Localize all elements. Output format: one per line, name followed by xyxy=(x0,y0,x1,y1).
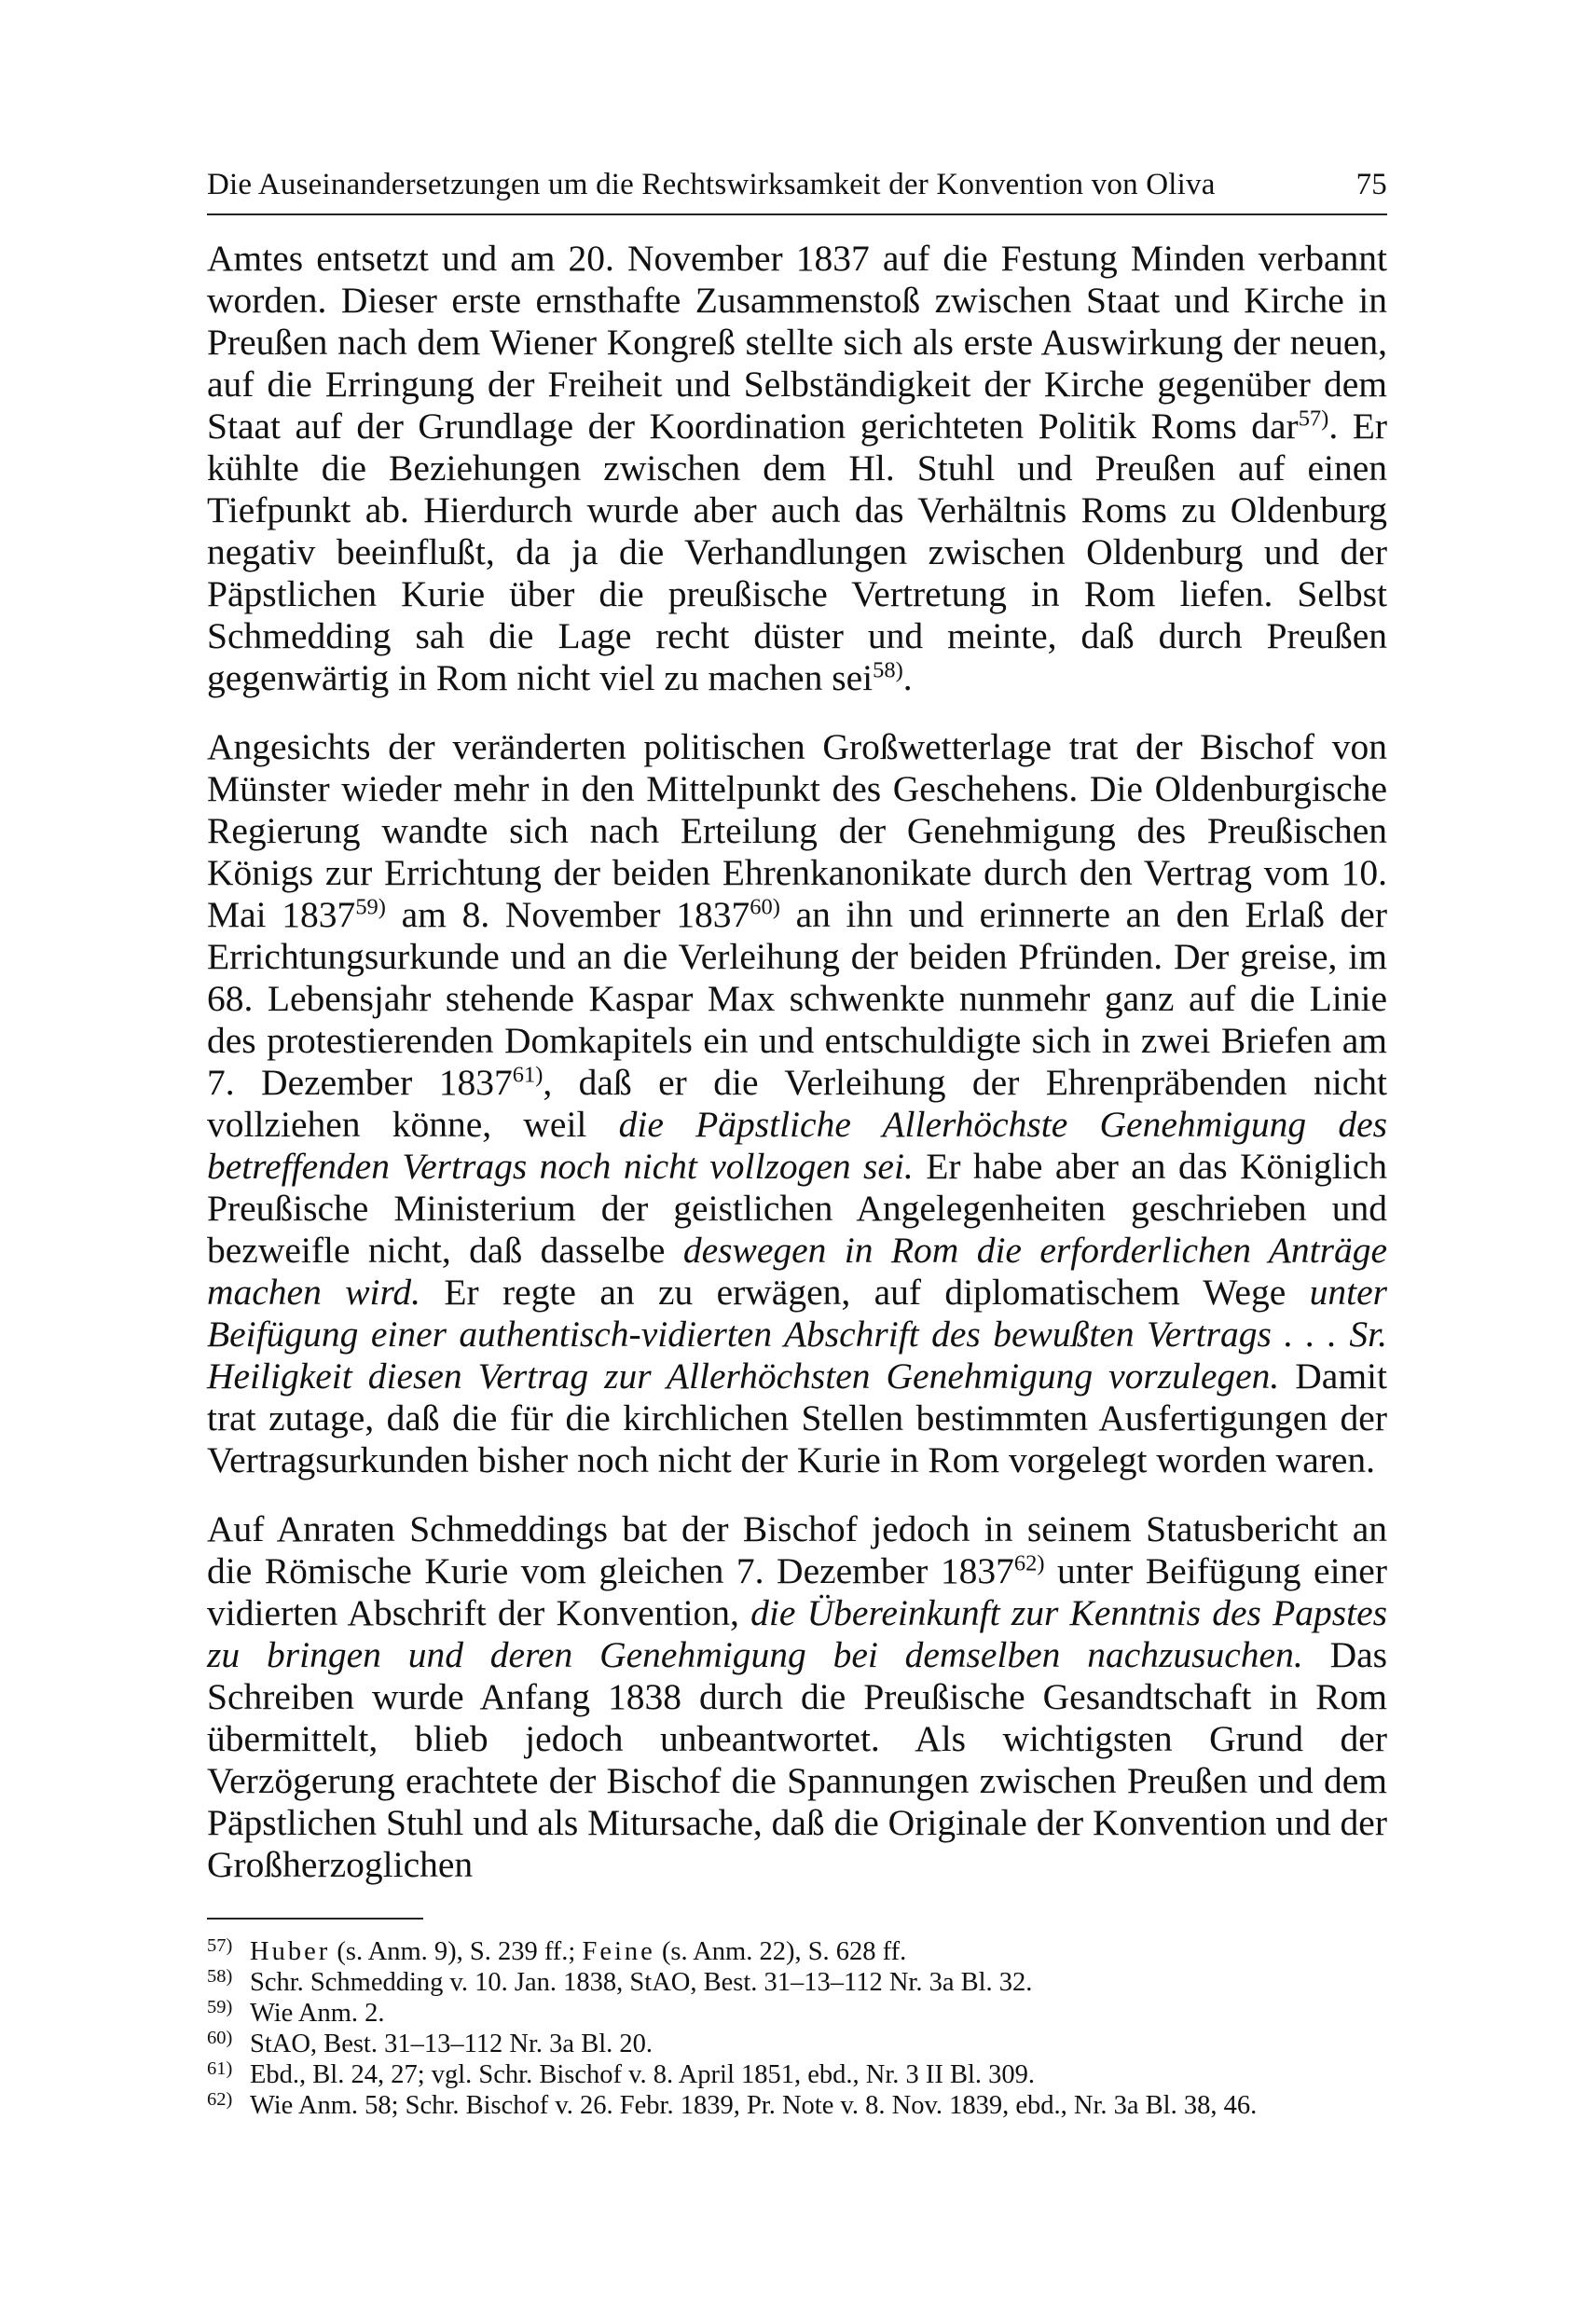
italic-quote: die Übereinkunft zur Kenntnis des Papstes zu bringen und deren Genehmigung bei demselben nachzusuchen. xyxy=(207,1592,1388,1675)
italic-quote: die Päpstliche Allerhöchste Genehmigung des betreffenden Vertrags noch nicht vollzogen sei. xyxy=(207,1104,1387,1187)
author-name: Huber xyxy=(250,1937,331,1966)
text-run: Wie Anm. 58; Schr. Bischof v. 26. Febr. 1839, Pr. Note v. 8. Nov. 1839, ebd., Nr. 3a Bl. 38, 46. xyxy=(250,2091,1258,2120)
text-run: Damit trat zutage, daß die für die kirchlichen Stellen bestimmten Ausfertigungen der Vertragsurkunden bisher noch nicht der Kurie in Rom vorgelegt worden waren. xyxy=(207,1356,1388,1480)
text-run: Wie Anm. 2. xyxy=(250,1999,385,2028)
text-run: Auf Anraten Schmeddings bat der Bischof jedoch in seinem Statusbericht an die Römische Kurie vom gleichen 7. Dezember 1837 xyxy=(207,1508,1387,1591)
footnote xyxy=(207,2090,1387,2121)
footnote-number: 57) xyxy=(207,1934,233,1956)
body-text xyxy=(207,238,1387,1886)
footnote-ref: 61) xyxy=(512,1062,543,1088)
footnote-ref: 60) xyxy=(750,894,780,920)
text-run: (s. Anm. 9), S. 239 ff.; xyxy=(330,1937,583,1966)
text-run: Amtes entsetzt und am 20. November 1837 auf die Festung Minden verbannt worden. Dieser erste ernsthafte Zusammenstoß zwischen Staat und Kirche in Preußen nach dem Wiener Kongreß stellte sich als erste Auswirkung der neuen, auf die Erringung der Freiheit und Selbständigkeit der Kirche gegenüber dem Staat auf der Grundlage der Koordination gerichteten Politik Roms dar xyxy=(207,238,1387,447)
text-run: unter Beifügung einer vidierten Abschrift der Konvention, xyxy=(207,1550,1387,1633)
footnote xyxy=(207,1936,1387,1967)
footnote-ref: 57) xyxy=(1298,406,1329,432)
footnote-marker xyxy=(207,1967,250,1998)
author-name: Feine xyxy=(582,1937,655,1966)
text-run: StAO, Best. 31–13–112 Nr. 3a Bl. 20. xyxy=(250,2030,653,2058)
text-run: , daß er die Verleihung der Ehrenpräbenden nicht vollziehen könne, weil xyxy=(207,1062,1387,1145)
footnote-marker xyxy=(207,2059,250,2090)
text-run: . xyxy=(902,657,913,698)
footnote-text xyxy=(250,2029,653,2059)
running-head-title: Die Auseinandersetzungen um die Rechtswirksamkeit der Konvention von Oliva xyxy=(207,168,1216,201)
text-run: Er habe aber an das Königlich Preußische Ministerium der geistlichen Angelegenheiten geschrieben und bezweifle nicht, daß dasselbe xyxy=(207,1146,1387,1271)
text-run: . Er kühlte die Beziehungen zwischen dem Hl. Stuhl und Preußen auf einen Tiefpunkt ab. Hierdurch wurde aber auch das Verhältnis Roms zu Oldenburg negativ beeinflußt, da ja die Verhandlungen zwischen Oldenburg und der Päpstlichen Kurie über die preußische Vertretung in Rom liefen. Selbst Schmedding sah die Lage recht düster und meinte, daß durch Preußen gegenwärtig in Rom nicht viel zu machen sei xyxy=(207,406,1387,698)
page xyxy=(207,168,1387,2121)
text-run: Ebd., Bl. 24, 27; vgl. Schr. Bischof v. 8. April 1851, ebd., Nr. 3 II Bl. 309. xyxy=(250,2060,1036,2089)
footnote xyxy=(207,1998,1387,2029)
footnote-text xyxy=(250,1998,385,2029)
text-run: an ihn und erinnerte an den Erlaß der Errichtungsurkunde und an die Verleihung der beiden Pfründen. Der greise, im 68. Lebensjahr stehende Kaspar Max schwenkte nunmehr ganz auf die Linie des protestierenden Domkapitels ein und entschuldigte sich in zwei Briefen am 7. Dezember 1837 xyxy=(207,894,1387,1103)
paragraph xyxy=(207,238,1387,699)
footnote-marker xyxy=(207,1998,250,2029)
text-run: Schr. Schmedding v. 10. Jan. 1838, StAO, Best. 31–13–112 Nr. 3a Bl. 32. xyxy=(250,1968,1033,1997)
footnote-ref: 58) xyxy=(873,657,903,683)
text-run: Das Schreiben wurde Anfang 1838 durch die Preußische Gesandtschaft in Rom übermittelt, blieb jedoch unbeantwortet. Als wichtigsten Grund der Verzögerung erachtete der Bischof die Spannungen zwischen Preußen und dem Päpstlichen Stuhl und als Mitursache, daß die Originale der Konvention und der Großherzoglichen xyxy=(207,1634,1387,1885)
paragraph xyxy=(207,726,1387,1481)
footnote-ref: 62) xyxy=(1013,1550,1045,1576)
footnote-marker xyxy=(207,2090,250,2121)
footnote-text xyxy=(250,2090,1257,2121)
page-number: 75 xyxy=(1355,168,1387,201)
footnote-marker xyxy=(207,2029,250,2059)
footnote-text xyxy=(250,1936,906,1967)
footnote xyxy=(207,2029,1387,2059)
footnotes xyxy=(207,1936,1387,2121)
footnote-marker xyxy=(207,1936,250,1967)
footnote xyxy=(207,2059,1387,2090)
paragraph xyxy=(207,1508,1387,1886)
text-run: am 8. November 1837 xyxy=(385,894,750,935)
text-run: Angesichts der veränderten politischen Großwetterlage trat der Bischof von Münster wieder mehr in den Mittelpunkt des Geschehens. Die Oldenburgische Regierung wandte sich nach Erteilung der Genehmigung des Preußischen Königs zur Errichtung der beiden Ehrenkanonikate durch den Vertrag vom 10. Mai 1837 xyxy=(207,726,1387,935)
italic-quote: unter Beifügung einer authentisch-vidierten Abschrift des bewußten Vertrags . . . Sr. Heiligkeit diesen Vertrag zur Allerhöchsten Genehmigung vorzulegen. xyxy=(207,1272,1387,1397)
text-run: (s. Anm. 22), S. 628 ff. xyxy=(654,1937,907,1966)
footnote-number: 58) xyxy=(207,1965,233,1987)
footnote-number: 59) xyxy=(207,1996,233,2017)
footnote-text xyxy=(250,1967,1032,1998)
text-run: Er regte an zu erwägen, auf diplomatischem Wege xyxy=(420,1272,1310,1313)
running-head xyxy=(207,168,1387,215)
footnote-divider xyxy=(207,1918,423,1920)
footnote-ref: 59) xyxy=(355,894,386,920)
footnote-number: 61) xyxy=(207,2057,233,2079)
footnote-text xyxy=(250,2059,1035,2090)
footnote xyxy=(207,1967,1387,1998)
footnote-number: 62) xyxy=(207,2088,233,2110)
footnote-number: 60) xyxy=(207,2027,233,2048)
italic-quote: deswegen in Rom die erforderlichen Anträge machen wird. xyxy=(207,1230,1387,1313)
